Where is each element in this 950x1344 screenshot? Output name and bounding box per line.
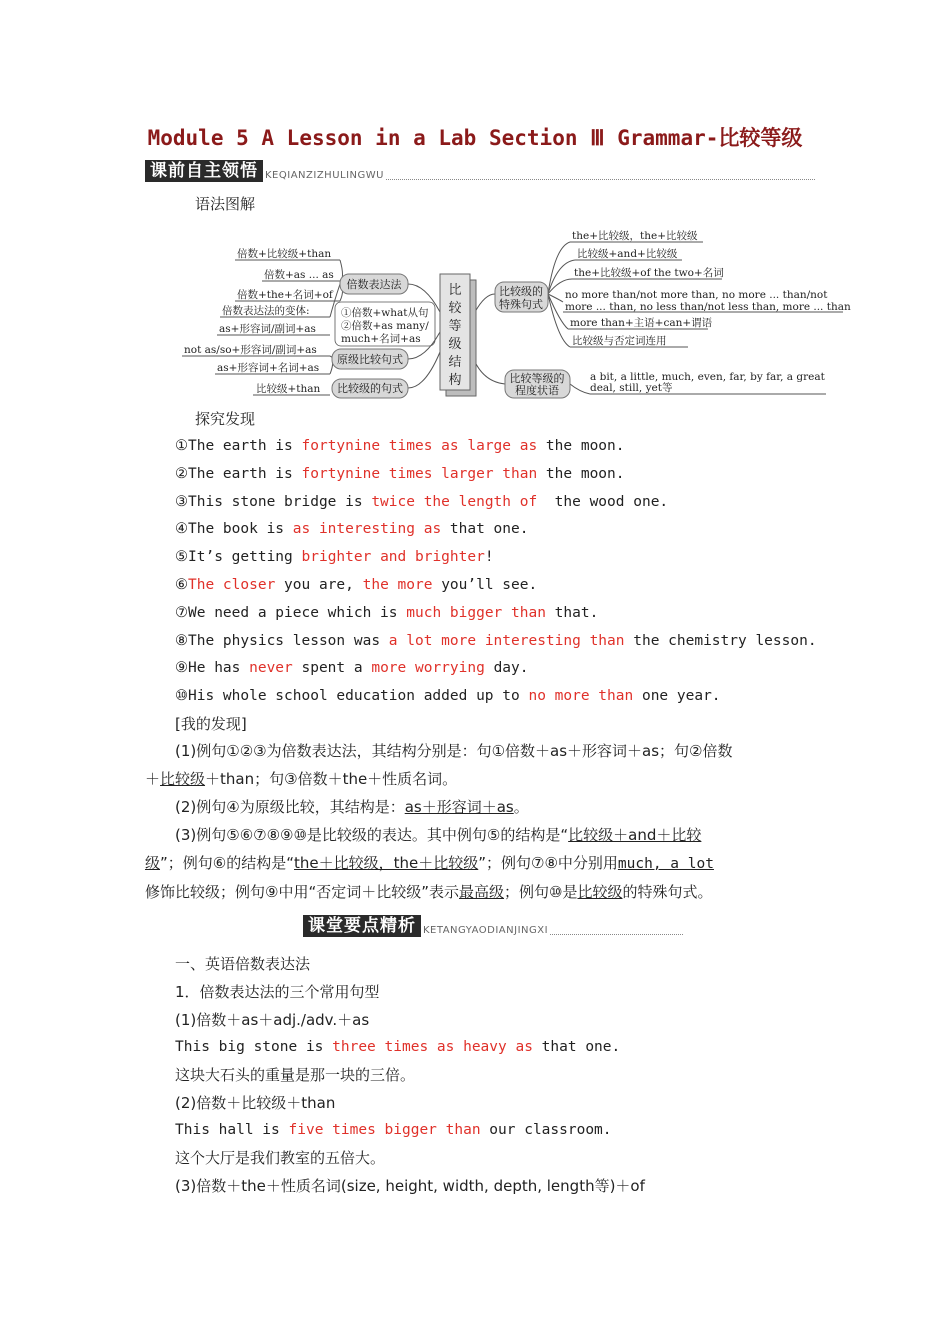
sentence-text: This big stone is	[175, 1039, 333, 1055]
sentence-text: you’ll see.	[432, 577, 538, 593]
highlight-phrase: as interesting as	[292, 521, 442, 538]
example-1	[175, 1037, 620, 1057]
page-title: Module 5 A Lesson in a Lab Section Ⅲ Grammar-比较等级	[147, 126, 803, 150]
example-2	[175, 1120, 612, 1140]
highlight-phrase: The closer	[188, 577, 276, 593]
finding-1: (1)例句①②③为倍数表达法，其结构分别是：句①倍数＋as＋形容词＋as；句②倍数 ＋比较级＋than；句③倍数＋the＋性质名词。	[145, 742, 733, 788]
node-degree: 比较等级的	[509, 372, 565, 385]
sentence-text: ⑤It’s getting	[175, 549, 302, 566]
example-sentence	[175, 547, 494, 567]
left-item: not as/so+形容词/副词+as	[184, 344, 317, 356]
example-1-translation: 这块大石头的重量是那一块的三倍。	[175, 1066, 416, 1084]
center-char: 比	[448, 283, 462, 298]
sentence-text: ②The earth is	[175, 465, 302, 482]
section-heading: 一、英语倍数表达法	[175, 955, 311, 973]
example-sentence	[175, 492, 668, 512]
example-sentence	[175, 436, 625, 456]
right-item: no more than/not more than, no more ... than/not	[565, 289, 828, 301]
variant-item: ①倍数+what从句	[341, 307, 429, 319]
variant-item: ②倍数+as many/	[341, 320, 429, 332]
highlight-phrase: brighter and brighter	[301, 549, 485, 566]
highlight-phrase: three times as heavy as	[332, 1039, 533, 1055]
example-sentence	[175, 575, 537, 595]
dotted-divider	[386, 178, 815, 180]
sentence-text: our classroom.	[480, 1122, 612, 1138]
sentence-text: This hall is	[175, 1122, 289, 1138]
highlight-phrase: fortynine times larger than	[301, 465, 538, 482]
center-char: 构	[448, 373, 462, 388]
sentence-text: day.	[484, 660, 529, 677]
dotted-divider	[550, 933, 683, 935]
right-item: the+比较级+of the two+名词	[574, 267, 724, 279]
banner-pinyin: KETANGYAODIANJINGXI	[423, 925, 549, 936]
center-char: 较	[448, 301, 462, 316]
node-degree: 程度状语	[515, 384, 559, 397]
finding-3: (3)例句⑤⑥⑦⑧⑨⑩是比较级的表达。其中例句⑤的结构是“比较级＋and＋比较 级”；例句⑥的结构是“the＋比较级，the＋比较级”；例句⑦⑧中分别用much, a lot 修饰比较级；例句⑨中用“否定词＋比较级”表示最高级；例句⑩是比较级的特殊句式。	[145, 826, 714, 901]
sentence-text: the moon.	[537, 438, 625, 454]
left-item: as+形容词+名词+as	[217, 362, 320, 374]
pattern-1: (1)倍数＋as＋adj./adv.＋as	[175, 1011, 370, 1029]
sentence-text: !	[484, 549, 494, 566]
sentence-text: ⑦We need a piece which is	[175, 604, 407, 621]
right-item: deal, still, yet等	[590, 382, 673, 394]
left-item: 倍数+the+名词+of	[237, 289, 333, 301]
example-sentence	[175, 603, 598, 623]
sentence-text: the chemistry lesson.	[624, 632, 817, 649]
subsection-heading: 1．倍数表达法的三个常用句型	[175, 983, 380, 1001]
sentence-text: spent a	[292, 660, 372, 677]
sentence-text: ⑥	[175, 577, 188, 593]
banner-pinyin: KEQIANZIZHULINGWU	[265, 170, 384, 181]
example-sentence	[175, 464, 625, 484]
node-special: 比较级的	[499, 285, 543, 298]
section-banner-lesson	[303, 915, 683, 937]
highlight-phrase: a lot more interesting than	[388, 632, 625, 649]
sentence-text: you are,	[275, 577, 363, 593]
explore-heading: 探究发现	[195, 410, 256, 428]
node-comparative: 比较级的句式	[337, 382, 403, 395]
right-item: a bit, a little, much, even, far, by far, a great	[590, 371, 825, 383]
right-item: 比较级+and+比较级	[577, 248, 678, 260]
left-item: 倍数+比较级+than	[237, 248, 332, 260]
example-sentence	[175, 519, 528, 539]
node-special: 特殊句式	[499, 298, 543, 311]
variant-item: much+名词+as	[341, 333, 421, 345]
banner-label: 课前自主领悟	[145, 160, 263, 182]
highlight-phrase: five times bigger than	[288, 1122, 481, 1138]
left-item: as+形容词/副词+as	[219, 323, 316, 335]
highlight-phrase: more worrying	[371, 660, 485, 677]
highlight-phrase: never	[249, 660, 293, 677]
center-char: 等	[448, 319, 462, 334]
left-item: 倍数+as ... as	[264, 269, 334, 281]
right-item: the+比较级，the+比较级	[572, 230, 698, 242]
highlight-phrase: the more	[362, 577, 433, 593]
left-item: 倍数表达法的变体:	[222, 305, 310, 317]
section-banner-preview	[145, 160, 815, 182]
pattern-3: (3)倍数＋the＋性质名词(size, height, width, depth, length等)＋of	[175, 1177, 645, 1195]
example-sentence	[175, 631, 817, 651]
right-item: 比较级与否定词连用	[572, 335, 667, 347]
right-item: more than+主语+can+谓语	[570, 317, 713, 329]
sentence-text: ④The book is	[175, 521, 293, 538]
node-multiple: 倍数表达法	[346, 278, 402, 291]
sentence-text: ⑨He has	[175, 660, 250, 677]
grammar-heading: 语法图解	[195, 195, 256, 213]
pattern-2: (2)倍数＋比较级＋than	[175, 1094, 336, 1112]
sentence-text: that one.	[532, 1039, 621, 1055]
node-original: 原级比较句式	[337, 353, 403, 366]
sentence-text: ③This stone bridge is	[175, 493, 372, 510]
sentence-text: the moon.	[537, 465, 625, 482]
sentence-text: ⑩His whole school education added up to	[175, 688, 529, 705]
grammar-mind-map	[0, 222, 950, 412]
example-sentence	[175, 658, 529, 678]
left-item: 比较级+than	[256, 383, 321, 395]
example-2-translation: 这个大厅是我们教室的五倍大。	[175, 1149, 386, 1167]
highlight-phrase: fortynine times as large as	[301, 438, 538, 454]
discovery-heading: [我的发现]	[175, 715, 247, 733]
highlight-phrase: twice the length of	[371, 493, 538, 510]
sentence-text: ①The earth is	[175, 438, 302, 454]
center-char: 级	[448, 337, 462, 352]
banner-label: 课堂要点精析	[303, 915, 421, 937]
sentence-text: that.	[545, 604, 599, 621]
sentence-text: one year.	[633, 688, 721, 705]
finding-2: (2)例句④为原级比较，其结构是：as＋形容词＋as。	[175, 798, 529, 816]
sentence-text: ⑧The physics lesson was	[175, 632, 389, 649]
sentence-text: that one.	[441, 521, 529, 538]
right-item: more ... than, no less than/not less than, more ... than	[565, 301, 851, 313]
example-sentence	[175, 686, 721, 706]
highlight-phrase: much bigger than	[406, 604, 546, 621]
center-char: 结	[448, 355, 462, 370]
sentence-text: the wood one.	[537, 493, 669, 510]
highlight-phrase: no more than	[528, 688, 634, 705]
